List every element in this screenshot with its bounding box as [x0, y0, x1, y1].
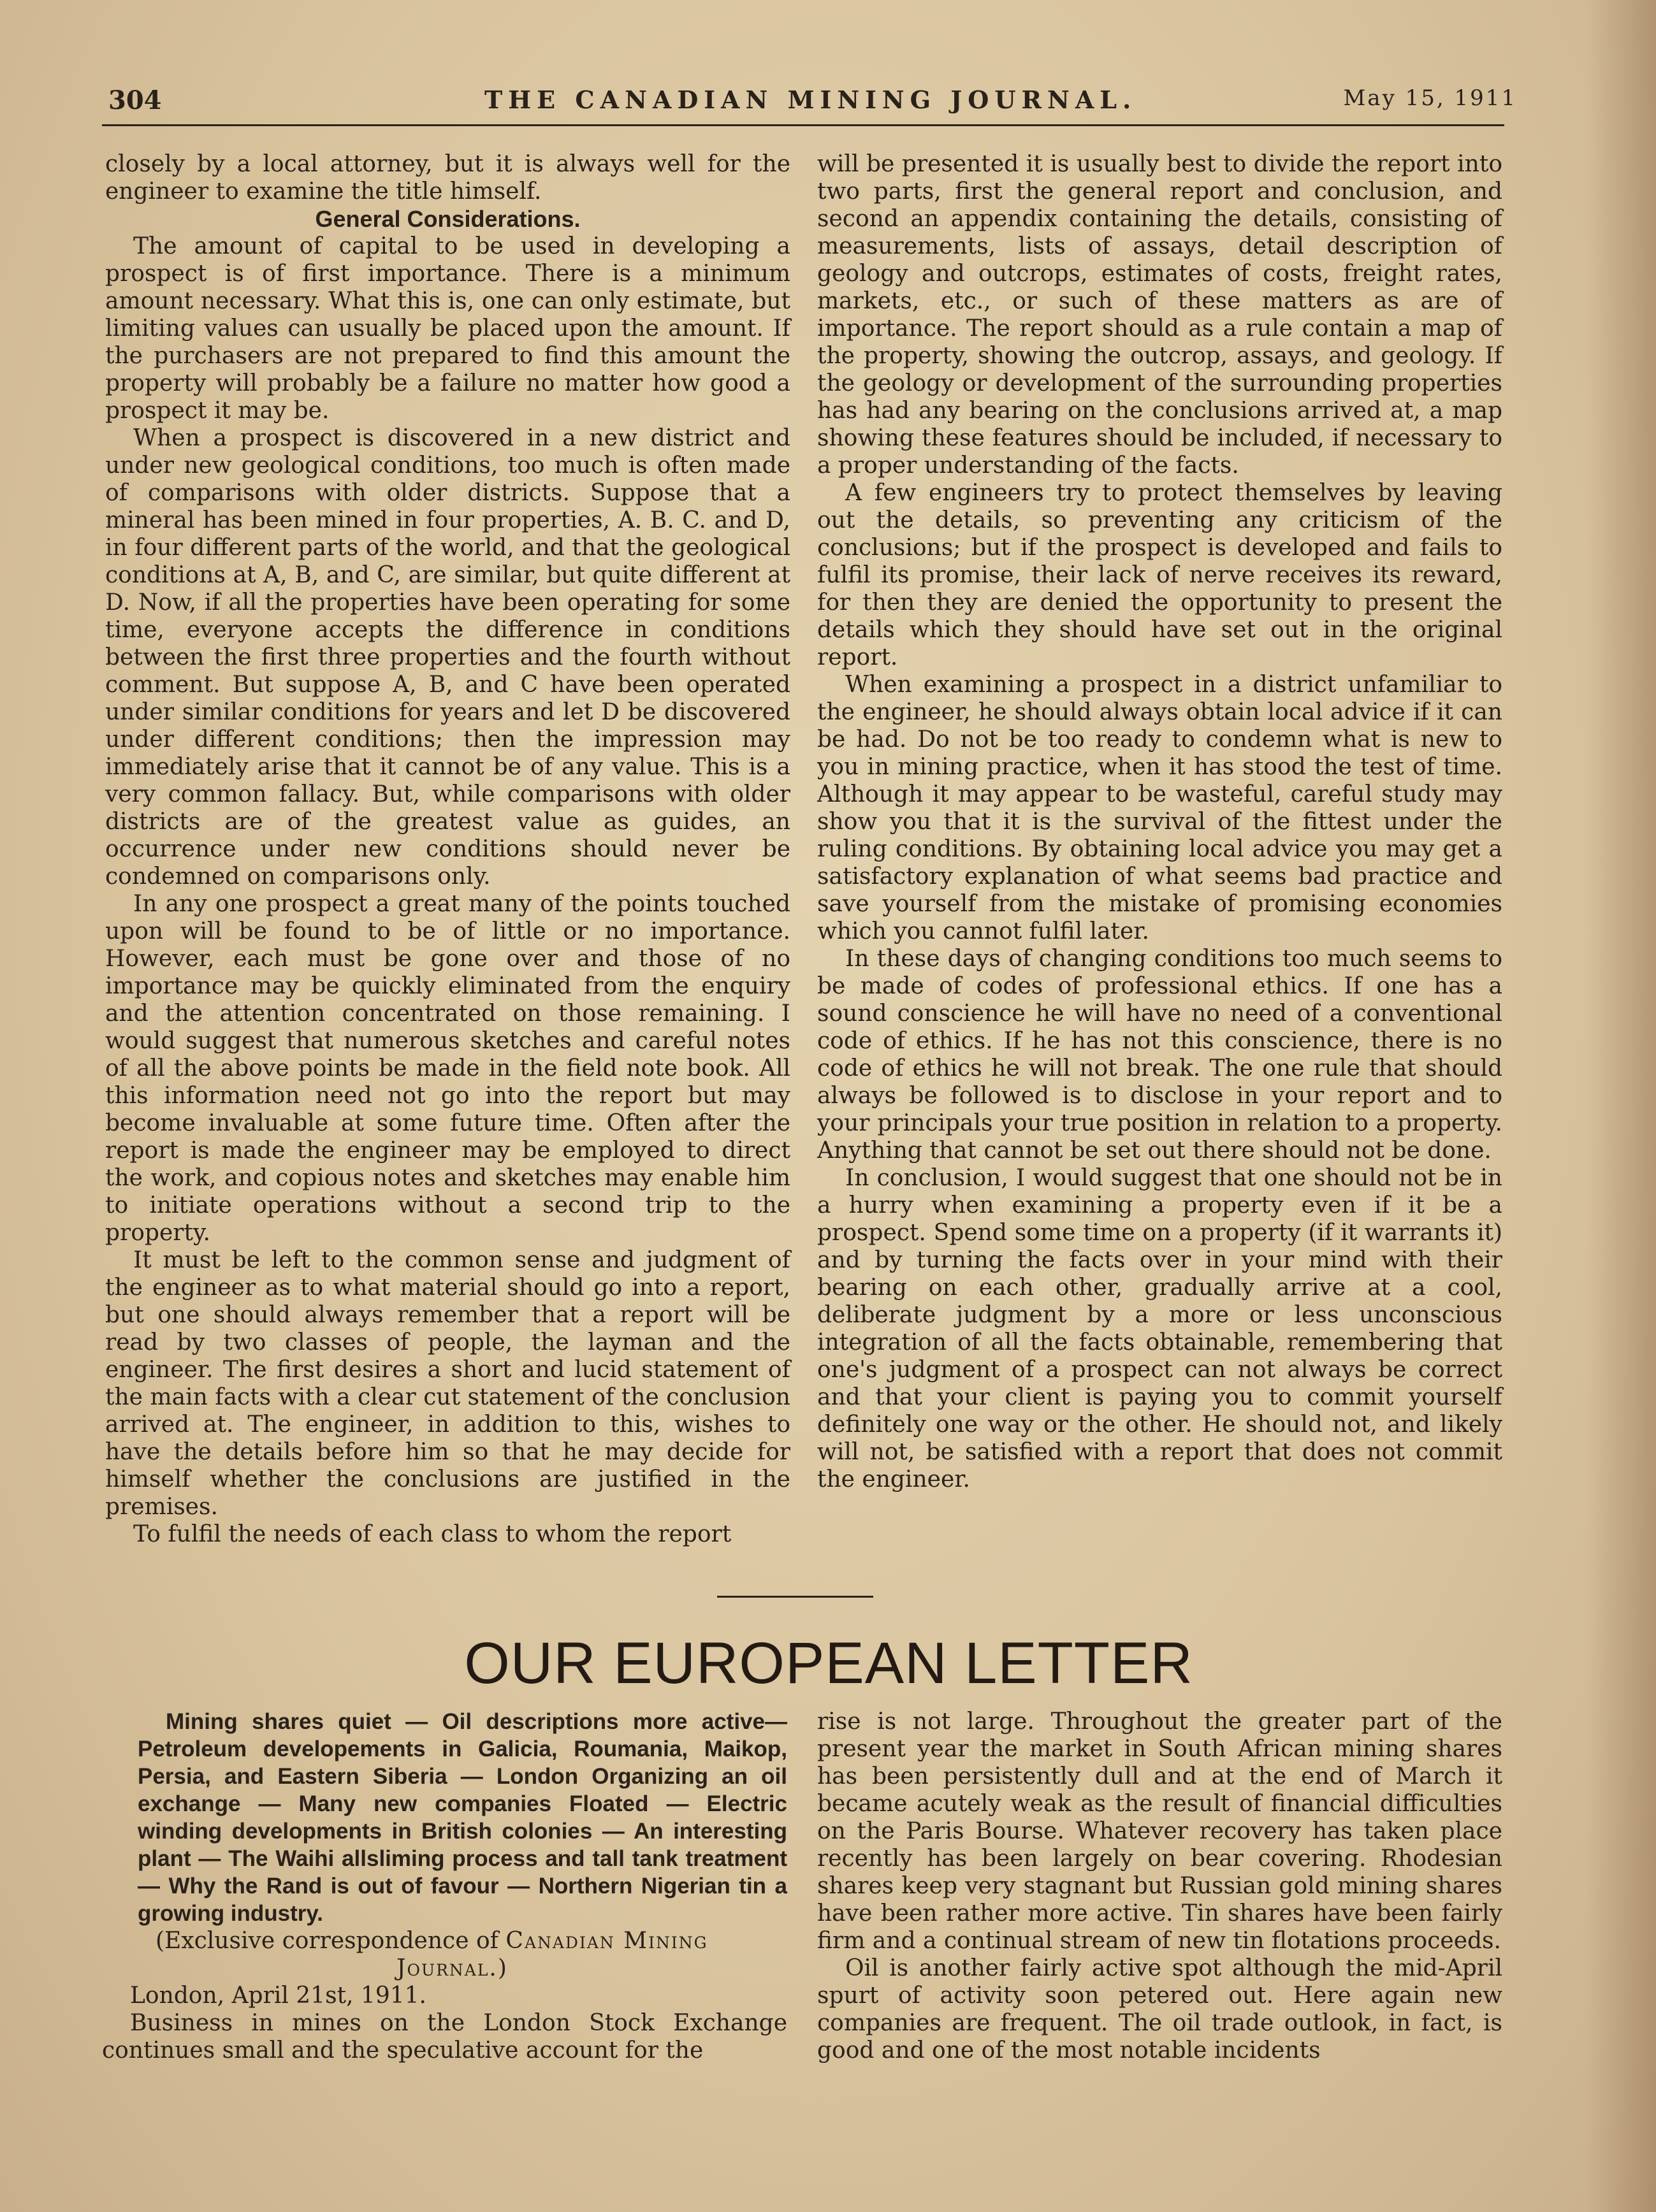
- letter-right-column: [817, 1708, 1502, 2064]
- issue-date: May 15, 1911: [1343, 85, 1517, 111]
- paragraph: In any one prospect a great many of the points touched upon will be found to be of little or no importance. However, each must be gone over and those of no importance may be quickly eliminated from the enquiry and the attention concentrated on those remaining. I would suggest that numerous sketches and careful notes of all the above points be made in the field note book. All this information need not go into the report but may become invaluable at some future time. Often after the report is made the engineer may be employed to direct the work, and copious notes and sketches may enable him to initiate operations without a second trip to the property.: [105, 891, 790, 1246]
- letter-summary: Mining shares quiet — Oil descriptions more active— Petroleum developements in Galicia, Roumania, Maikop, Persia, and Eastern Siberia — London Organizing an oil exchange — Many new companies Floated — Electric winding developments in British colonies — An interesting plant — The Waihi allsliming process and tall tank treatment — Why the Rand is out of favour — Northern Nigerian tin a growing industry.: [138, 1709, 787, 1926]
- page-number: 304: [108, 85, 162, 115]
- page-header: [102, 76, 1517, 121]
- paragraph: In conclusion, I would suggest that one should not be in a hurry when examining a property even if it be a prospect. Spend some time on a property (if it warrants it) and by turning the facts over in your mind with their bearing on each other, gradually arrive at a cool, deliberate judgment by a more or less unconscious integration of all the facts obtainable, remembering that one's judgment of a prospect can not always be correct and that your client is paying you to commit yourself definitely one way or the other. He should not, and likely will not, be satisfied with a report that does not commit the engineer.: [817, 1165, 1502, 1493]
- paragraph: will be presented it is usually best to divide the report into two parts, first the general report and conclusion, and second an appendix containing the details, consisting of measurements, lists of assays, detail description of geology and outcrops, estimates of costs, freight rates, markets, etc., or such of these matters as are of importance. The report should as a rule contain a map of the property, showing the outcrop, assays, and geology. If the geology or development of the surrounding properties has had any bearing on the conclusions arrived at, a map showing these features should be included, if necessary to a proper understanding of the facts.: [817, 151, 1502, 479]
- article-left-column: [105, 150, 790, 1548]
- correspondence-note: [102, 1927, 787, 1982]
- correspondence-prefix: (Exclusive correspondence of: [156, 1928, 498, 1954]
- paragraph: rise is not large. Throughout the greater part of the present year the market in South African mining shares has been persistently dull and at the end of March it became acutely weak as the result of financial difficulties on the Paris Bourse. Whatever recovery has taken place recently has been largely on bear covering. Rhodesian shares keep very stagnant but Russian gold mining shares have been rather more active. Tin shares have been fairly firm and a continual stream of new tin flotations proceeds.: [817, 1709, 1502, 1954]
- letter-left-column: [102, 1708, 787, 2064]
- paragraph: When a prospect is discovered in a new district and under new geological conditions, too much is often made of comparisons with older districts. Suppose that a mineral has been mined in four properties, A. B. C. and D, in four different parts of the world, and that the geological conditions at A, B, and C, are similar, but quite different at D. Now, if all the properties have been operating for some time, everyone accepts the difference in conditions between the first three properties and the fourth without comment. But suppose A, B, and C have been operated under similar conditions for years and let D be discovered under different conditions; then the impression may immediately arise that it cannot be of any value. This is a very common fallacy. But, while comparisons with older districts are of the greatest value as guides, an occurrence under new conditions should never be condemned on comparisons only.: [105, 425, 790, 890]
- section-separator: [717, 1596, 873, 1598]
- page-edge-shadow: [1586, 0, 1656, 2212]
- section-title: OUR EUROPEAN LETTER: [464, 1631, 1193, 1696]
- paragraph: The amount of capital to be used in developing a prospect is of first importance. There is a minimum amount necessary. What this is, one can only estimate, but limiting values can usually be placed upon the amount. If the purchasers are not prepared to find this amount the property will probably be a failure no matter how good a prospect it may be.: [105, 233, 790, 424]
- paragraph: To fulfil the needs of each class to whom the report: [133, 1521, 732, 1547]
- paragraph: It must be left to the common sense and judgment of the engineer as to what material should go into a report, but one should always remember that a report will be read by two classes of people, the layman and the engineer. The first desires a short and lucid statement of the main facts with a clear cut statement of the conclusion arrived at. The engineer, in addition to this, wishes to have the details before him so that he may decide for himself whether the conclusions are justified in the premises.: [105, 1247, 790, 1520]
- journal-name: Canadian Mining: [505, 1928, 708, 1954]
- journal-name-continued: Journal.): [396, 1955, 508, 1981]
- paragraph: Business in mines on the London Stock Exchange continues small and the speculative account for the: [102, 2010, 787, 2064]
- paragraph: A few engineers try to protect themselves by leaving out the details, so preventing any criticism of the conclusions; but if the prospect is developed and fails to fulfil its promise, their lack of nerve receives its reward, for then they are denied the opportunity to present the details which they should have set out in the original report.: [817, 480, 1502, 670]
- paragraph: When examining a prospect in a district unfamiliar to the engineer, he should always obtain local advice if it can be had. Do not be too ready to condemn what is new to you in mining practice, when it has stood the test of time. Although it may appear to be wasteful, careful study may show you that it is the survival of the fittest under the ruling conditions. By obtaining local advice you may get a satisfactory explanation of what seems bad practice and save yourself from the mistake of promising economies which you cannot fulfil later.: [817, 672, 1502, 944]
- paragraph: closely by a local attorney, but it is always well for the engineer to examine the title himself.: [105, 151, 790, 205]
- header-rule: [102, 124, 1504, 126]
- paragraph: Oil is another fairly active spot although the mid-April spurt of activity soon petered out. Here again new companies are frequent. The oil trade outlook, in fact, is good and one of the most notable incidents: [817, 1955, 1502, 2064]
- paragraph: In these days of changing conditions too much seems to be made of codes of professional ethics. If one has a sound conscience he will have no need of a conventional code of ethics. If he has not this conscience, there is no code of ethics he will not break. The one rule that should always be followed is to disclose in your report and to your principals your true position in relation to a property. Anything that cannot be set out there should not be done.: [817, 946, 1502, 1164]
- subheading: General Considerations.: [315, 206, 581, 232]
- dateline: London, April 21st, 1911.: [130, 1983, 426, 2009]
- journal-title: THE CANADIAN MINING JOURNAL.: [484, 85, 1137, 114]
- article-right-column: [817, 150, 1502, 1493]
